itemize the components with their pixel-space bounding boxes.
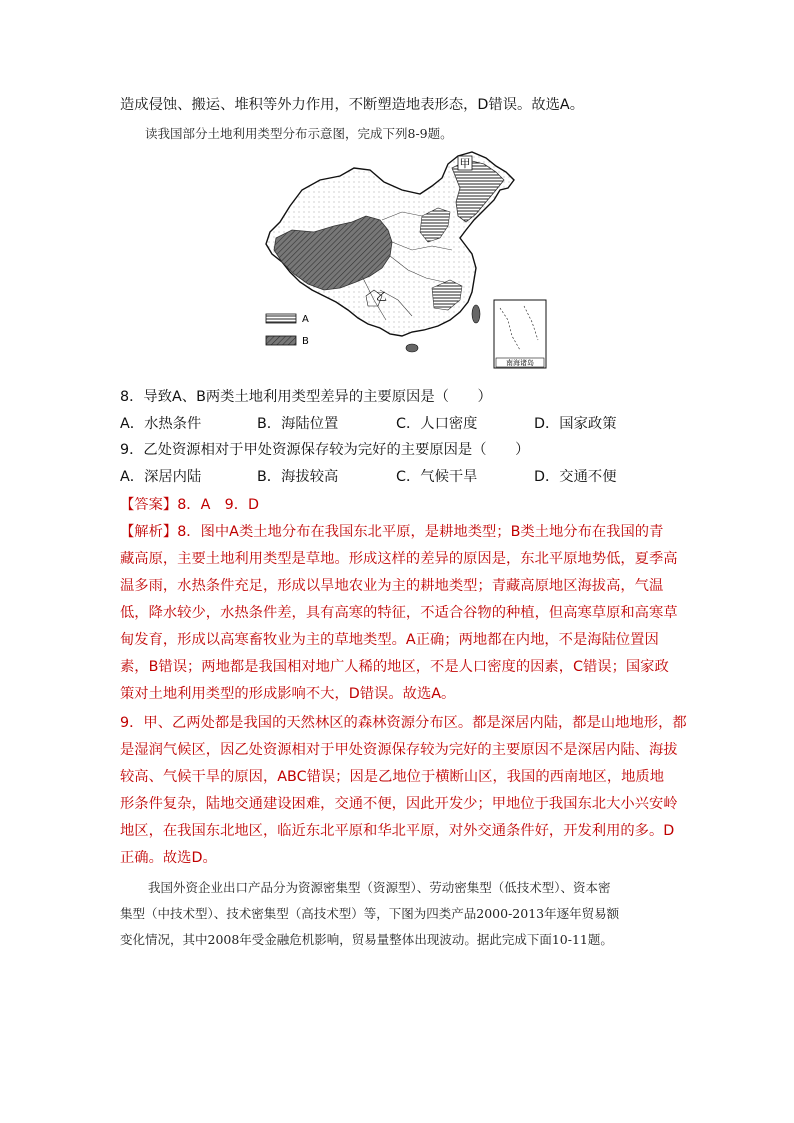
q9-option-d: D．交通不便 <box>534 469 617 485</box>
legend-a-label: A <box>302 314 309 325</box>
analysis-9-line-2: 是湿润气候区，因乙处资源相对于甲处资源保存较为完好的主要原因不是深居内陆、海拔 <box>120 742 678 758</box>
analysis-9-line-6: 正确。故选D。 <box>120 850 217 866</box>
analysis-8-line-2: 藏高原，主要土地利用类型是草地。形成这样的差异的原因是，东北平原地势低，夏季高 <box>120 551 678 567</box>
label-jia: 甲 <box>459 157 471 170</box>
land-use-map <box>262 150 552 372</box>
question-9-stem: 9．乙处资源相对于甲处资源保存较为完好的主要原因是（ ） <box>120 442 530 458</box>
next-intro-line-1: 我国外资企业出口产品分为资源密集型（资源型）、劳动密集型（低技术型）、资本密 <box>148 880 611 895</box>
q9-option-b: B．海拔较高 <box>257 469 339 485</box>
analysis-9-line-3: 较高、气候干旱的原因，ABC错误；因是乙地位于横断山区，我国的西南地区，地质地 <box>120 769 665 785</box>
analysis-8-line-4: 低，降水较少，水热条件差，具有高寒的特征，不适合谷物的种植，但高寒草原和高寒草 <box>120 605 678 621</box>
q8-option-d: D．国家政策 <box>534 416 617 432</box>
q8-option-c: C．人口密度 <box>396 416 478 432</box>
answer-tag: 【答案】 <box>120 497 178 513</box>
analysis-tag: 【解析】 <box>120 524 178 540</box>
map-question-intro: 读我国部分土地利用类型分布示意图，完成下列8-9题。 <box>145 126 453 141</box>
analysis-8-line-3: 温多雨，水热条件充足，形成以旱地农业为主的耕地类型；青藏高原地区海拔高，气温 <box>120 578 664 594</box>
previous-answer-tail: 造成侵蚀、搬运、堆积等外力作用，不断塑造地表形态，D错误。故选A。 <box>120 97 584 113</box>
analysis-8-line-5: 甸发育，形成以高寒畜牧业为主的草地类型。A正确；两地都在内地，不是海陆位置因 <box>120 632 659 648</box>
analysis-9-line-4: 形条件复杂，陆地交通建设困难，交通不便，因此开发少；甲地位于我国东北大小兴安岭 <box>120 796 678 812</box>
q9-option-c: C．气候干旱 <box>396 469 478 485</box>
next-intro-line-2: 集型（中技术型）、技术密集型（高技术型）等，下图为四类产品2000-2013年逐年贸易额 <box>120 906 620 921</box>
question-8-stem: 8．导致A、B两类土地利用类型差异的主要原因是（ ） <box>120 389 492 405</box>
analysis-line-1 <box>120 521 663 541</box>
label-yi: 乙 <box>376 290 387 303</box>
analysis-8-line-7: 策对土地利用类型的形成影响不大，D错误。故选A。 <box>120 686 456 702</box>
answer-text: 8．A 9．D <box>177 497 260 513</box>
q8-option-a: A．水热条件 <box>120 416 202 432</box>
analysis-8-line-1: 8．图中A类土地分布在我国东北平原，是耕地类型；B类土地分布在我国的青 <box>177 524 664 540</box>
next-intro-line-3: 变化情况，其中2008年受金融危机影响，贸易量整体出现波动。据此完成下面10-11题。 <box>120 932 613 947</box>
legend-b-label: B <box>302 336 309 347</box>
inset-label: 南海诸岛 <box>506 359 534 367</box>
q9-option-a: A．深居内陆 <box>120 469 202 485</box>
answer-line <box>120 494 259 514</box>
analysis-8-line-6: 素，B错误；两地都是我国相对地广人稀的地区，不是人口密度的因素，C错误；国家政 <box>120 659 669 675</box>
analysis-9-line-1: 9．甲、乙两处都是我国的天然林区的森林资源分布区。都是深居内陆，都是山地地形，都 <box>120 715 687 731</box>
analysis-9-line-5: 地区，在我国东北地区，临近东北平原和华北平原，对外交通条件好，开发利用的多。D <box>120 823 675 839</box>
q8-option-b: B．海陆位置 <box>257 416 339 432</box>
